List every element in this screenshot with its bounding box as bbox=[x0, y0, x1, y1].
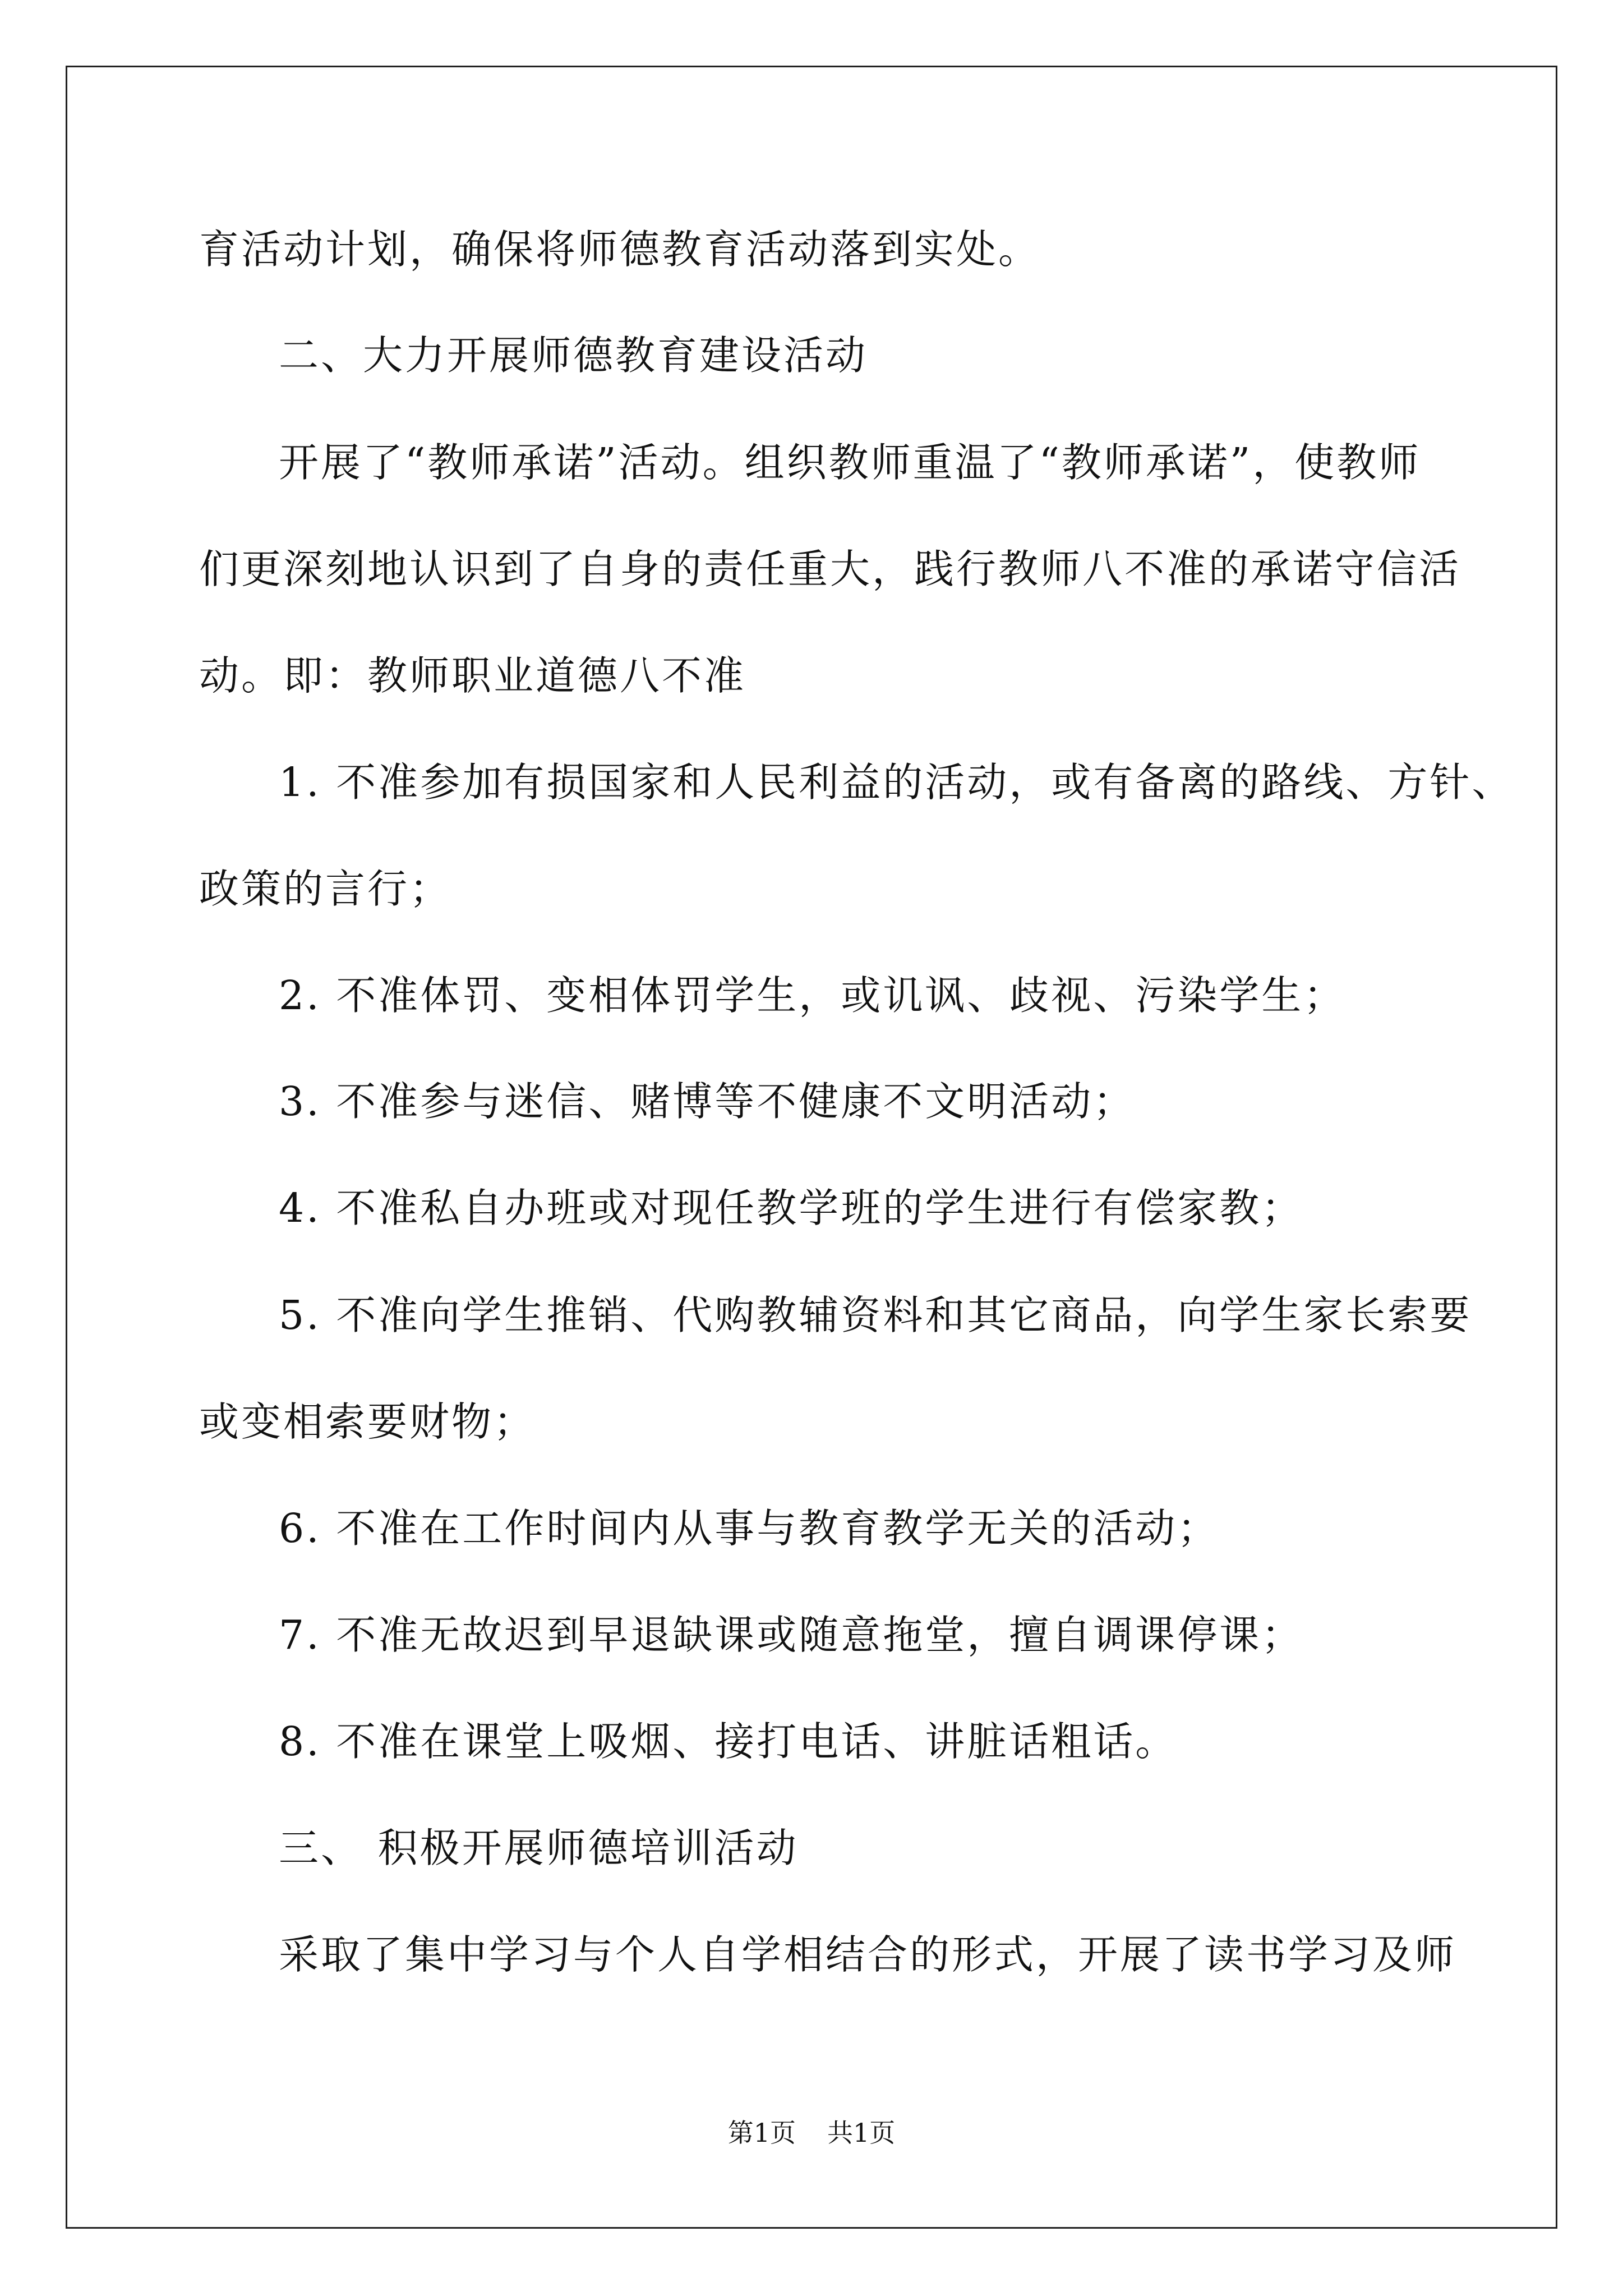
list-item-2: 2. 不准体罚、变相体罚学生，或讥讽、歧视、污染学生； bbox=[279, 972, 1346, 1019]
list-item-1-continued: 政策的言行； bbox=[199, 866, 452, 912]
paragraph-line-continuation: 育活动计划，确保将师德教育活动落到实处。 bbox=[199, 226, 1041, 273]
page-number-current: 第1页 bbox=[727, 2118, 796, 2148]
list-item-6: 6. 不准在工作时间内从事与教育教学无关的活动； bbox=[279, 1505, 1220, 1552]
page-number-total: 共1页 bbox=[827, 2118, 896, 2148]
list-item-5: 5. 不准向学生推销、代购教辅资料和其它商品，向学生家长索要 bbox=[279, 1292, 1472, 1338]
paragraph-line: 开展了“教师承诺”活动。组织教师重温了“教师承诺”，使教师 bbox=[279, 439, 1421, 486]
list-item-7: 7. 不准无故迟到早退缺课或随意拖堂，擅自调课停课； bbox=[279, 1612, 1304, 1658]
page-footer bbox=[0, 2116, 1623, 2150]
page-border bbox=[66, 66, 1557, 2229]
paragraph-line: 动。即：教师职业道德八不准 bbox=[199, 652, 746, 699]
list-item-8: 8. 不准在课堂上吸烟、接打电话、讲脏话粗话。 bbox=[279, 1718, 1178, 1765]
paragraph-line: 们更深刻地认识到了自身的责任重大，践行教师八不准的承诺守信活 bbox=[199, 546, 1461, 592]
section-heading-2: 二、大力开展师德教育建设活动 bbox=[279, 332, 868, 379]
list-item-5-continued: 或变相索要财物； bbox=[199, 1398, 536, 1445]
list-item-1: 1. 不准参加有损国家和人民利益的活动，或有备离的路线、方针、 bbox=[279, 759, 1514, 806]
list-item-4: 4. 不准私自办班或对现任教学班的学生进行有偿家教； bbox=[279, 1185, 1304, 1231]
paragraph-line: 采取了集中学习与个人自学相结合的形式，开展了读书学习及师 bbox=[279, 1931, 1457, 1978]
section-heading-3: 三、 积极开展师德培训活动 bbox=[279, 1825, 799, 1871]
list-item-3: 3. 不准参与迷信、赌博等不健康不文明活动； bbox=[279, 1078, 1136, 1125]
